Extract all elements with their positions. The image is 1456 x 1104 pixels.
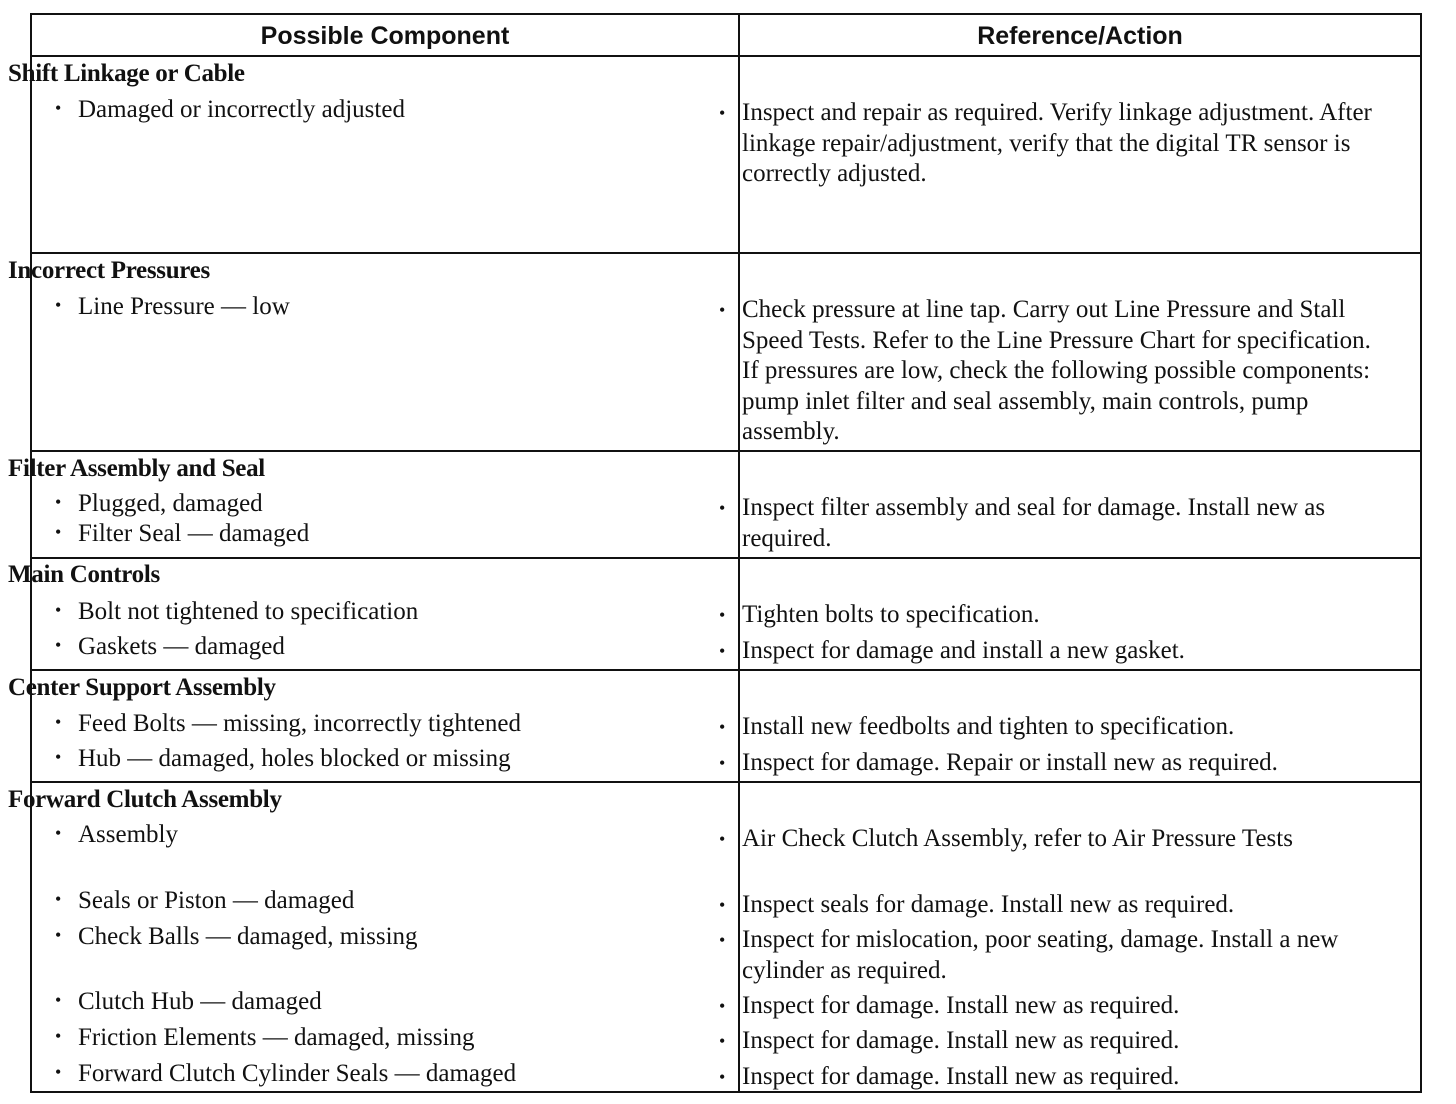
section-title: Shift Linkage or Cable bbox=[8, 60, 245, 87]
component-item: • Filter Seal — damaged bbox=[78, 520, 309, 548]
action-item: • Inspect filter assembly and seal for damage. Install new as required. bbox=[742, 493, 1382, 554]
row-divider bbox=[32, 557, 1420, 559]
action-item: • Check pressure at line tap. Carry out Line Pressure and Stall Speed Tests. Refer to the Line Pressure Chart for specification. If pressures are low, check the following possible components: pump inlet filter and seal assembly, main controls, pump assembly. bbox=[742, 295, 1382, 448]
row-divider bbox=[32, 450, 1420, 452]
component-item: • Seals or Piston — damaged bbox=[78, 887, 354, 915]
component-item: • Damaged or incorrectly adjusted bbox=[78, 96, 405, 124]
row-divider bbox=[32, 252, 1420, 254]
component-item: • Forward Clutch Cylinder Seals — damaged bbox=[78, 1060, 516, 1088]
component-item: • Line Pressure — low bbox=[78, 293, 290, 321]
component-item: • Clutch Hub — damaged bbox=[78, 988, 322, 1016]
section-title: Center Support Assembly bbox=[8, 674, 276, 701]
component-item: • Hub — damaged, holes blocked or missing bbox=[78, 745, 511, 773]
component-item: • Plugged, damaged bbox=[78, 490, 263, 518]
action-item: • Air Check Clutch Assembly, refer to Air Pressure Tests bbox=[742, 824, 1382, 855]
header-reference-action: Reference/Action bbox=[977, 22, 1183, 50]
section-title: Incorrect Pressures bbox=[8, 257, 210, 284]
row-divider bbox=[32, 55, 1420, 57]
action-item: • Inspect for damage. Repair or install new as required. bbox=[742, 748, 1382, 779]
action-item: • Install new feedbolts and tighten to specification. bbox=[742, 712, 1382, 743]
component-item: • Assembly bbox=[78, 821, 178, 849]
action-item: • Inspect for damage. Install new as required. bbox=[742, 1062, 1382, 1093]
action-item: • Inspect seals for damage. Install new as required. bbox=[742, 890, 1382, 921]
row-divider bbox=[32, 669, 1420, 671]
component-item: • Check Balls — damaged, missing bbox=[78, 923, 418, 951]
row-divider bbox=[32, 781, 1420, 783]
section-title: Main Controls bbox=[8, 561, 160, 588]
action-item: • Inspect for damage. Install new as required. bbox=[742, 1026, 1382, 1057]
action-item: • Inspect and repair as required. Verify linkage adjustment. After linkage repair/adjustment, verify that the digital TR sensor is correctly adjusted. bbox=[742, 98, 1382, 190]
action-item: • Tighten bolts to specification. bbox=[742, 600, 1382, 631]
component-item: • Friction Elements — damaged, missing bbox=[78, 1024, 474, 1052]
header-possible-component: Possible Component bbox=[260, 22, 510, 50]
action-item: • Inspect for mislocation, poor seating, damage. Install a new cylinder as required. bbox=[742, 925, 1382, 986]
section-title: Filter Assembly and Seal bbox=[8, 455, 265, 482]
action-item: • Inspect for damage and install a new gasket. bbox=[742, 636, 1382, 667]
column-divider bbox=[738, 15, 740, 1091]
component-item: • Gaskets — damaged bbox=[78, 633, 285, 661]
component-item: • Feed Bolts — missing, incorrectly tightened bbox=[78, 710, 521, 738]
component-item: • Bolt not tightened to specification bbox=[78, 598, 418, 626]
section-title: Forward Clutch Assembly bbox=[8, 786, 282, 813]
action-item: • Inspect for damage. Install new as required. bbox=[742, 991, 1382, 1022]
